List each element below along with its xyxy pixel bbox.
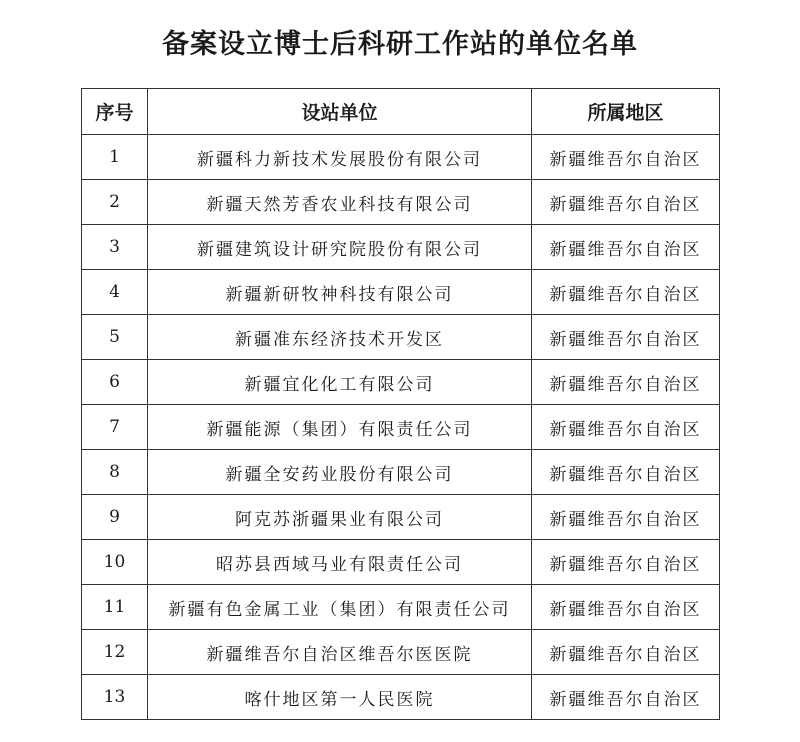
unit-name-cell: 新疆全安药业股份有限公司	[148, 450, 532, 495]
unit-name-cell: 新疆维吾尔自治区维吾尔医医院	[148, 630, 532, 675]
table-row	[82, 225, 720, 270]
unit-name-cell: 新疆准东经济技术开发区	[148, 315, 532, 360]
table-row	[82, 135, 720, 180]
region-cell: 新疆维吾尔自治区	[532, 585, 720, 630]
unit-name-cell: 新疆能源（集团）有限责任公司	[148, 405, 532, 450]
serial-number-cell: 3	[82, 225, 148, 270]
table-row	[82, 270, 720, 315]
table-header-row	[82, 89, 720, 135]
region-cell: 新疆维吾尔自治区	[532, 135, 720, 180]
region-cell: 新疆维吾尔自治区	[532, 180, 720, 225]
serial-number-cell: 5	[82, 315, 148, 360]
unit-name-cell: 新疆建筑设计研究院股份有限公司	[148, 225, 532, 270]
serial-number-cell: 4	[82, 270, 148, 315]
unit-name-cell: 新疆科力新技术发展股份有限公司	[148, 135, 532, 180]
serial-number-cell: 8	[82, 450, 148, 495]
unit-name-cell: 阿克苏浙疆果业有限公司	[148, 495, 532, 540]
table-row	[82, 540, 720, 585]
unit-name-cell: 喀什地区第一人民医院	[148, 675, 532, 720]
unit-name-cell: 新疆有色金属工业（集团）有限责任公司	[148, 585, 532, 630]
region-cell: 新疆维吾尔自治区	[532, 540, 720, 585]
serial-number-cell: 6	[82, 360, 148, 405]
region-cell: 新疆维吾尔自治区	[532, 225, 720, 270]
unit-name-cell: 新疆宜化化工有限公司	[148, 360, 532, 405]
table-row	[82, 180, 720, 225]
header-unit: 设站单位	[148, 89, 532, 135]
table-row	[82, 450, 720, 495]
page-title: 备案设立博士后科研工作站的单位名单	[162, 29, 638, 60]
region-cell: 新疆维吾尔自治区	[532, 405, 720, 450]
header-serial-number: 序号	[82, 89, 148, 135]
units-table	[81, 88, 720, 720]
region-cell: 新疆维吾尔自治区	[532, 450, 720, 495]
table-row	[82, 630, 720, 675]
serial-number-cell: 9	[82, 495, 148, 540]
header-region: 所属地区	[532, 89, 720, 135]
table-row	[82, 495, 720, 540]
unit-name-cell: 新疆天然芳香农业科技有限公司	[148, 180, 532, 225]
serial-number-cell: 12	[82, 630, 148, 675]
serial-number-cell: 1	[82, 135, 148, 180]
serial-number-cell: 7	[82, 405, 148, 450]
region-cell: 新疆维吾尔自治区	[532, 495, 720, 540]
serial-number-cell: 11	[82, 585, 148, 630]
table-row	[82, 405, 720, 450]
unit-name-cell: 昭苏县西域马业有限责任公司	[148, 540, 532, 585]
table-row	[82, 360, 720, 405]
region-cell: 新疆维吾尔自治区	[532, 315, 720, 360]
region-cell: 新疆维吾尔自治区	[532, 360, 720, 405]
region-cell: 新疆维吾尔自治区	[532, 630, 720, 675]
unit-name-cell: 新疆新研牧神科技有限公司	[148, 270, 532, 315]
table-row	[82, 675, 720, 720]
table-row	[82, 315, 720, 360]
table-row	[82, 585, 720, 630]
serial-number-cell: 2	[82, 180, 148, 225]
serial-number-cell: 10	[82, 540, 148, 585]
serial-number-cell: 13	[82, 675, 148, 720]
table-body	[82, 135, 720, 720]
region-cell: 新疆维吾尔自治区	[532, 270, 720, 315]
region-cell: 新疆维吾尔自治区	[532, 675, 720, 720]
